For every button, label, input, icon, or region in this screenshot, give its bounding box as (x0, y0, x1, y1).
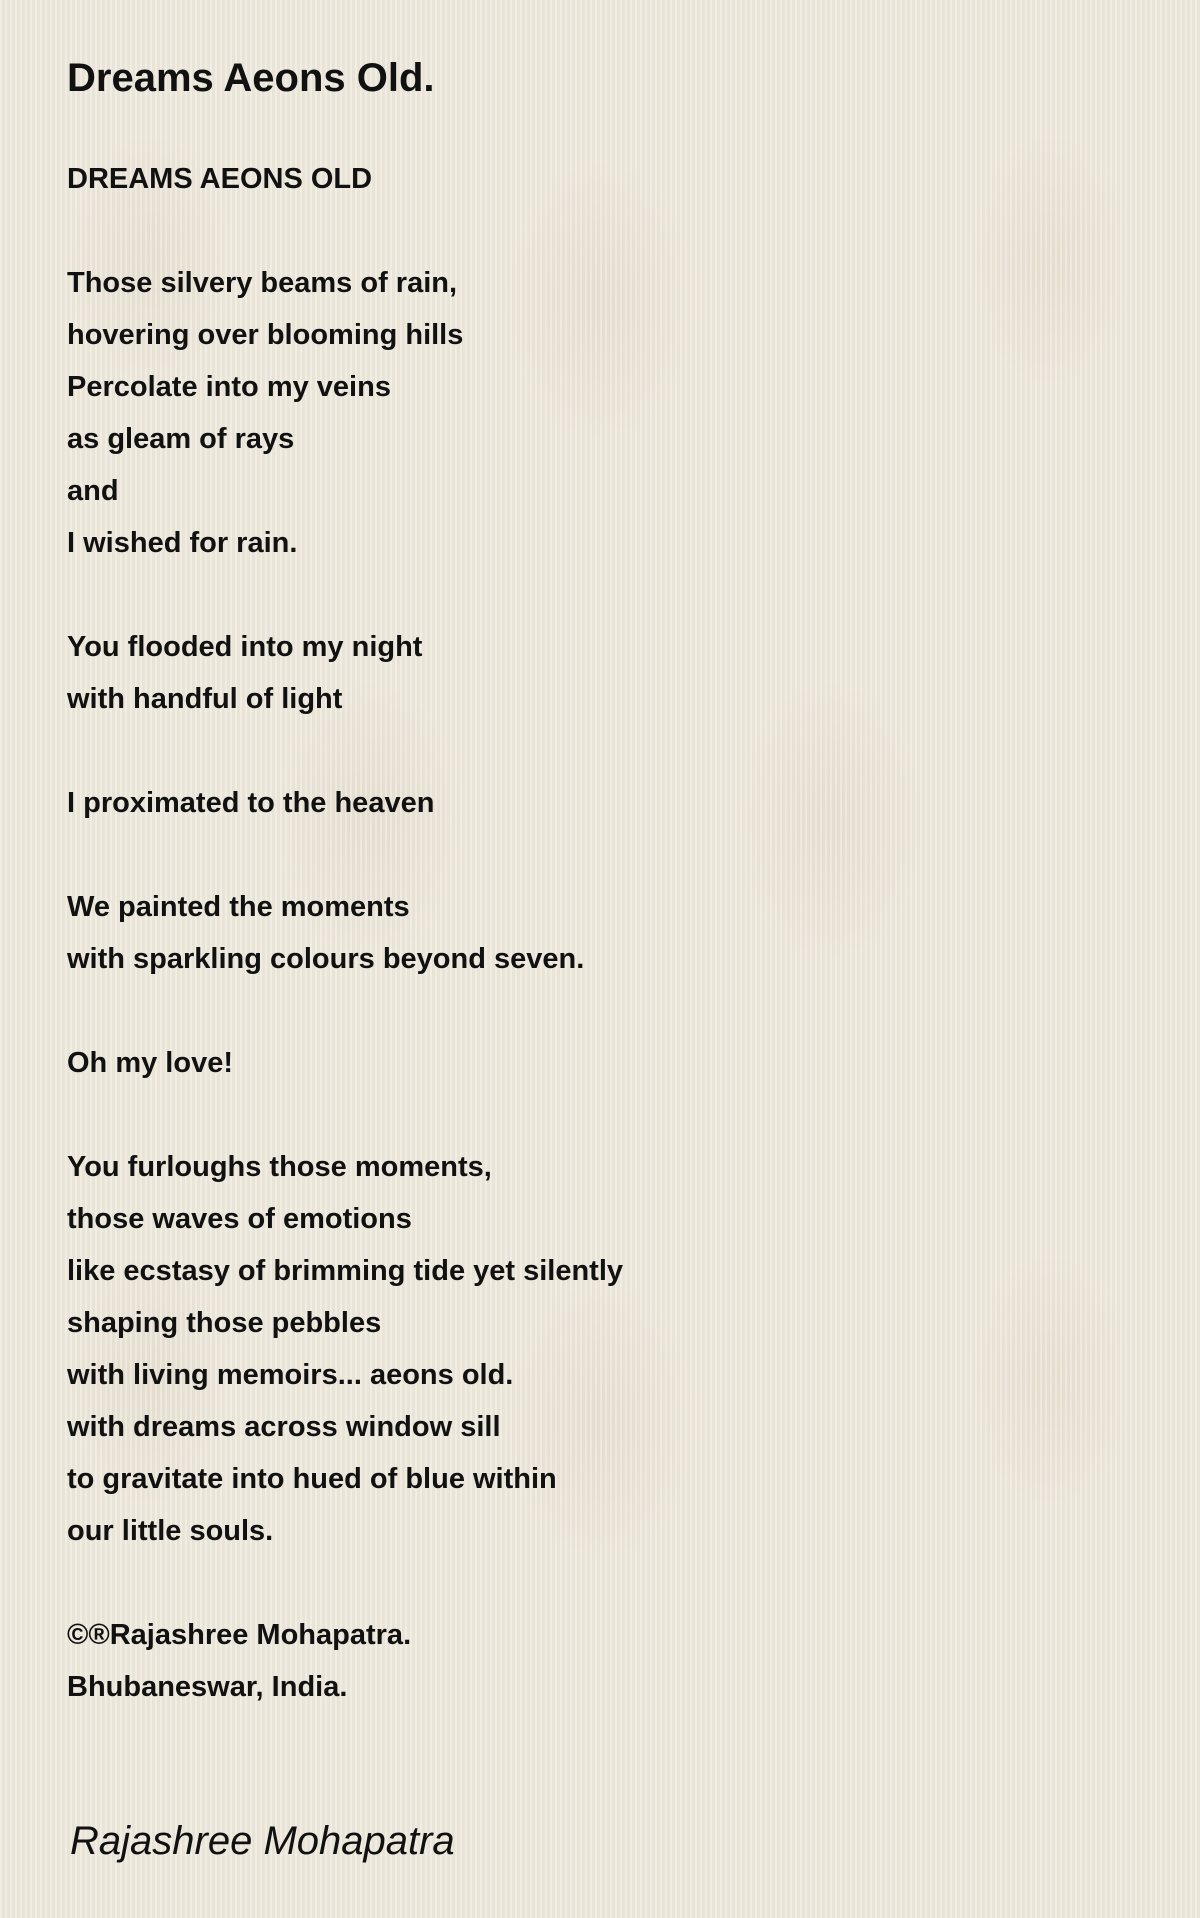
poem-line: Oh my love! (67, 1047, 233, 1079)
poem-title: Dreams Aeons Old. (67, 56, 435, 100)
stanza-5 (67, 1037, 1147, 1089)
poem-line: shaping those pebbles (67, 1307, 382, 1339)
poem-line: to gravitate into hued of blue within (67, 1463, 557, 1495)
poem-line: with living memoirs... aeons old. (67, 1359, 514, 1391)
stanza-4 (67, 881, 1147, 985)
poem-line: We painted the moments (67, 891, 410, 923)
stanza-copyright (67, 1609, 1147, 1713)
poem-line: You flooded into my night (67, 631, 423, 663)
poem-line: I proximated to the heaven (67, 787, 435, 819)
poem-line: with handful of light (67, 683, 343, 715)
stanza-3 (67, 777, 1147, 829)
poem-line: Percolate into my veins (67, 371, 391, 403)
poem-line: as gleam of rays (67, 423, 295, 455)
poem-line: You furloughs those moments, (67, 1151, 492, 1183)
stanza-2 (67, 621, 1147, 725)
author-signature: Rajashree Mohapatra (70, 1819, 455, 1863)
poem-line: DREAMS AEONS OLD (67, 163, 373, 195)
poem-line: with dreams across window sill (67, 1411, 501, 1443)
stanza-heading (67, 153, 1147, 205)
stanza-6 (67, 1141, 1147, 1557)
poem-line: hovering over blooming hills (67, 319, 464, 351)
poem-line: our little souls. (67, 1515, 274, 1547)
stanza-1 (67, 257, 1147, 569)
poem-line: those waves of emotions (67, 1203, 412, 1235)
poem-body (67, 153, 1147, 1765)
poem-line: and (67, 475, 119, 507)
copyright-line: ©®Rajashree Mohapatra. (67, 1619, 412, 1651)
poem-line: Those silvery beams of rain, (67, 267, 458, 299)
poem-line: I wished for rain. (67, 527, 298, 559)
location-line: Bhubaneswar, India. (67, 1671, 348, 1703)
poem-line: like ecstasy of brimming tide yet silently (67, 1255, 624, 1287)
poem-line: with sparkling colours beyond seven. (67, 943, 585, 975)
